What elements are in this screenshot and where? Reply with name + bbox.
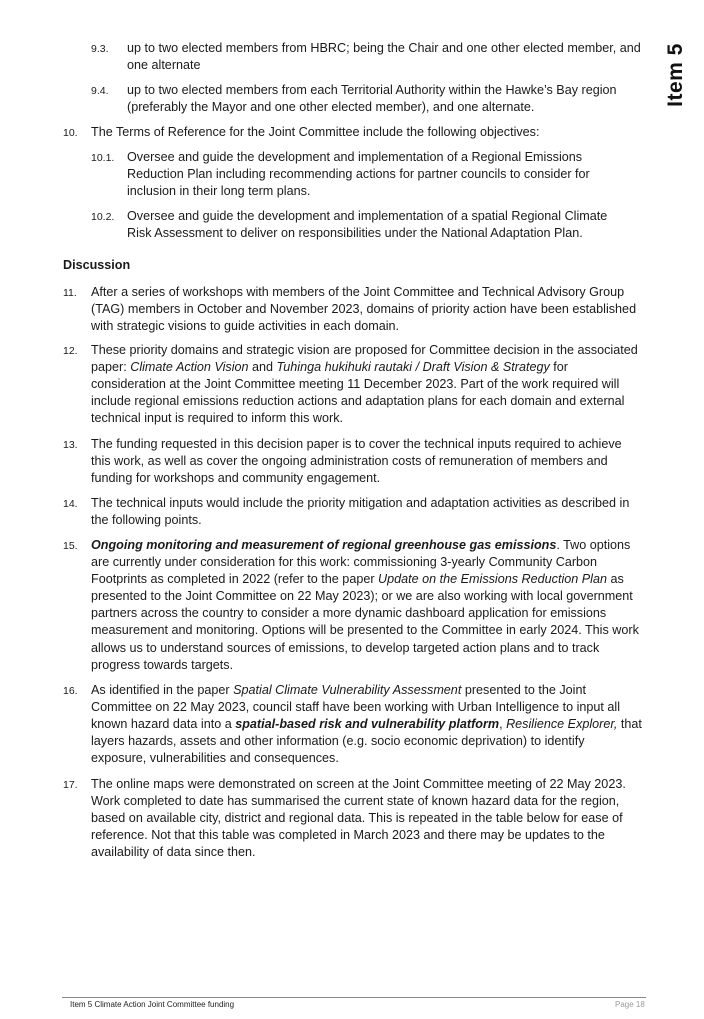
clause-text: up to two elected members from each Territorial Authority within the Hawke’s Bay region (preferably the Mayor and one other elected member), and one alternate. <box>127 83 617 115</box>
paragraph-number: 16. <box>63 685 78 697</box>
clause-number: 9.3. <box>91 43 109 55</box>
paragraph-text: After a series of workshops with members of the Joint Committee and Technical Advisory Group (TAG) members in October and November 2023, domains of priority action have been established with strategic visions to guide activities in each domain. <box>91 285 637 334</box>
clause-number: 10.1. <box>91 152 115 164</box>
paper-title: Update on the Emissions Reduction Plan <box>378 572 607 587</box>
text-run: for consideration at the Joint Committee meeting 11 December 2023. Part of the work required will include regional emissions reduction actions and adaptation plans for each domain and external technical input is required to inform this work. <box>91 360 625 426</box>
paragraph-text <box>91 682 643 767</box>
clause-9-3 <box>91 40 643 74</box>
paragraph-text <box>91 537 643 674</box>
paragraph-10 <box>63 124 643 142</box>
paragraph-text: The funding requested in this decision paper is to cover the technical inputs required to achieve this work, as well as cover the ongoing administration costs of remuneration of members and funding for workshops and community engagement. <box>91 437 622 486</box>
text-run: As identified in the paper <box>91 683 234 697</box>
paragraph-14 <box>63 495 643 529</box>
clause-number: 10.2. <box>91 211 115 223</box>
paragraph-text <box>91 342 643 427</box>
clause-text: Oversee and guide the development and implementation of a spatial Regional Climate Risk Assessment to deliver on responsibilities under the National Adaptation Plan. <box>127 209 608 241</box>
product-name: Resilience Explorer, <box>506 717 618 732</box>
clause-number: 9.4. <box>91 85 109 97</box>
paragraph-number: 12. <box>63 345 78 357</box>
discussion-heading: Discussion <box>63 258 131 272</box>
text-run: that layers hazards, assets and other information (e.g. socio economic deprivation) to identify exposure, vulnerabilities and consequences. <box>91 717 642 766</box>
text-run: as presented to the Joint Committee on 22 May 2023); or we are also working with local government partners across the country to consider a more dynamic dashboard application for emissions measurement and monitoring. Options will be presented to the Committee in early 2024. This work allows us to understand sources of emissions, to develop targeted action plans and to track progress towards targets. <box>91 572 639 672</box>
paragraph-11 <box>63 284 643 335</box>
clause-text: up to two elected members from HBRC; being the Chair and one other elected member, and one alternate <box>127 41 641 73</box>
paragraph-number: 17. <box>63 779 78 791</box>
paragraph-13 <box>63 436 643 487</box>
item-side-tab-label: Item 5 <box>664 43 688 107</box>
clause-10-1 <box>91 149 611 200</box>
paragraph-text: The technical inputs would include the priority mitigation and adaptation activities as described in the following points. <box>91 496 630 528</box>
paragraph-number: 15. <box>63 540 78 552</box>
footer-page-number: Page 18 <box>615 1000 645 1009</box>
paragraph-15 <box>63 537 643 674</box>
clause-10-2 <box>91 208 627 242</box>
text-run: . Two options are currently under consideration for this work: commissioning 3-yearly Community Carbon Footprints as completed in 2022 (refer to the paper <box>91 538 631 587</box>
text-run: and <box>248 360 277 375</box>
paragraph-number: 10. <box>63 127 78 139</box>
emphasis-run: spatial-based risk and vulnerability platform <box>235 717 500 732</box>
paragraph-17 <box>63 776 643 861</box>
paragraph-text: The Terms of Reference for the Joint Committee include the following objectives: <box>91 125 540 139</box>
clause-9-4 <box>91 82 643 116</box>
clause-text: Oversee and guide the development and implementation of a Regional Emissions Reduction Plan including recommending actions for partner councils to consider for inclusion in their long term plans. <box>127 150 590 199</box>
paragraph-number: 11. <box>63 287 77 299</box>
paper-title: Tuhinga hukihuki rautaki / Draft Vision & Strategy <box>276 360 550 375</box>
text-run: These priority domains and strategic vision are proposed for Committee decision in the associated paper: <box>91 343 638 375</box>
emphasis-run: Ongoing monitoring and measurement of regional greenhouse gas emissions <box>91 538 557 552</box>
paragraph-12 <box>63 342 643 427</box>
paragraph-text: The online maps were demonstrated on screen at the Joint Committee meeting of 22 May 2023. Work completed to date has summarised the current state of known hazard data for the region, based on available city, district and regional data. This is repeated in the table below for ease of reference. Not that this table was completed in March 2023 and there may be updates to the availability of data since then. <box>91 777 626 860</box>
paragraph-number: 14. <box>63 498 78 510</box>
text-run: , <box>499 717 507 732</box>
paper-title: Climate Action Vision <box>130 360 249 375</box>
paragraph-number: 13. <box>63 439 78 451</box>
paper-title: Spatial Climate Vulnerability Assessment <box>233 683 462 697</box>
footer-item-title: Item 5 Climate Action Joint Committee funding <box>70 1000 235 1009</box>
item-side-tab <box>656 40 696 110</box>
paragraph-16 <box>63 682 643 767</box>
footer-divider <box>62 997 646 998</box>
text-run: presented to the Joint Committee on 22 May 2023, council staff have been working with Urban Intelligence to input all known hazard data into a <box>91 683 621 732</box>
